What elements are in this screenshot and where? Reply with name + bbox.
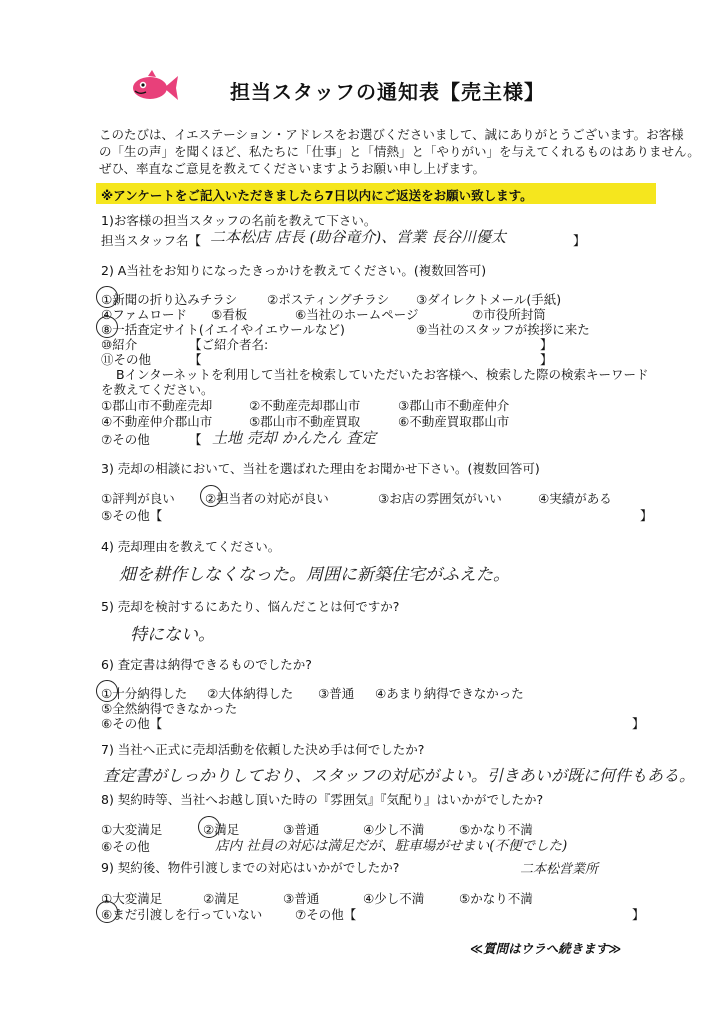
q6-question: 6) 査定書は納得できるものでしたか? [101, 657, 312, 672]
intro-line: ぜひ、率直なご意見を教えてくださいますようお願い申し上げます。 [99, 161, 486, 176]
q1-label: 担当スタッフ名【 [101, 233, 202, 248]
q2b-bracket: 【 [189, 432, 202, 447]
q2-bracket: 【 [189, 352, 202, 367]
q9-option[interactable]: ⑥まだ引渡しを行っていない [101, 907, 263, 922]
q4-answer[interactable]: 畑を耕作しなくなった。周囲に新築住宅がふえた。 [119, 565, 510, 585]
page-title: 担当スタッフの通知表【売主様】 [230, 80, 545, 104]
q2-bracket: 】 [540, 337, 553, 352]
q2b-option[interactable]: ③郡山市不動産仲介 [398, 398, 510, 413]
q9-option[interactable]: ⑤かなり不満 [459, 891, 533, 906]
q9-other-option[interactable]: ⑦その他【 [295, 907, 357, 922]
answer-circle [198, 816, 220, 838]
q9-option[interactable]: ①大変満足 [101, 891, 163, 906]
q2b-question: Bインターネットを利用して当社を検索していただいたお客様へ、検索した際の検索キーワード [116, 367, 649, 382]
q2-intro-option[interactable]: ⑩紹介 [101, 337, 138, 352]
q3-bracket: 】 [640, 508, 653, 523]
q2b-other-answer[interactable]: 土地 売却 かんたん 査定 [212, 429, 377, 447]
q2b-option[interactable]: ⑥不動産買取郡山市 [398, 414, 510, 429]
answer-circle [200, 485, 222, 507]
q9-option[interactable]: ③普通 [283, 891, 320, 906]
q3-option[interactable]: ②担当者の対応が良い [205, 491, 329, 506]
q7-answer[interactable]: 査定書がしっかりしており、スタッフの対応がよい。引きあいが既に何件もある。 [103, 766, 696, 785]
q8-question: 8) 契約時等、当社へお越し頂いた時の『雰囲気』『気配り』はいかがでしたか? [101, 792, 544, 807]
q8-option[interactable]: ③普通 [283, 822, 320, 837]
answer-circle [96, 286, 118, 308]
q6-option[interactable]: ②大体納得した [207, 686, 294, 701]
q2-question: 2) A当社をお知りになったきっかけを教えてください。(複数回答可) [101, 263, 487, 278]
q5-question: 5) 売却を検討するにあたり、悩んだことは何ですか? [101, 599, 400, 614]
q9-option[interactable]: ②満足 [203, 891, 240, 906]
q2-option[interactable]: ⑧一括査定サイト(イエイやイエウールなど) [101, 322, 345, 337]
q2-option[interactable]: ⑥当社のホームページ [295, 307, 419, 322]
q2-option[interactable]: ⑤看板 [211, 307, 248, 322]
notice-text: ※アンケートをご記入いただきましたら7日以内にご返送をお願い致します。 [101, 188, 533, 203]
q2-bracket: 】 [540, 352, 553, 367]
q8-option[interactable]: ②満足 [203, 822, 240, 837]
answer-circle [96, 901, 118, 923]
q2-option[interactable]: ①新聞の折り込みチラシ [101, 292, 238, 307]
q2-option[interactable]: ②ポスティングチラシ [267, 292, 390, 307]
answer-circle [96, 316, 118, 338]
q1-question: 1)お客様の担当スタッフの名前を教えて下さい。 [101, 213, 377, 228]
q6-option[interactable]: ⑤全然納得できなかった [101, 701, 238, 716]
q6-option[interactable]: ③普通 [318, 686, 355, 701]
q5-answer[interactable]: 特にない。 [130, 625, 215, 645]
q3-option[interactable]: ④実績がある [538, 491, 612, 506]
q3-question: 3) 売却の相談において、当社を選ばれた理由をお聞かせ下さい。(複数回答可) [101, 461, 540, 476]
intro-line: このたびは、イエステーション・アドレスをお選びくださいまして、誠にありがとうございます。お客様 [99, 127, 684, 142]
q8-answer[interactable]: 店内 社員の対応は満足だが、駐車場がせまい(不便でした) [215, 838, 568, 854]
q9-question: 9) 契約後、物件引渡しまでの対応はいかがでしたか? [101, 860, 400, 875]
q6-other-option[interactable]: ⑥その他【 [101, 716, 163, 731]
q6-option[interactable]: ④あまり納得できなかった [375, 686, 524, 701]
q4-question: 4) 売却理由を教えてください。 [101, 539, 281, 554]
q1-bracket: 】 [573, 233, 586, 248]
intro-line: の「生の声」を聞くほど、私たちに「仕事」と「情熱」と「やりがい」を与えてくれるものはありません。 [99, 144, 700, 159]
q8-store-note: 二本松営業所 [520, 862, 599, 877]
q7-question: 7) 当社へ正式に売却活動を依頼した決め手は何でしたか? [101, 742, 425, 757]
q6-option[interactable]: ①十分納得した [101, 686, 188, 701]
q2b-option[interactable]: ④不動産仲介郡山市 [101, 414, 213, 429]
q3-option[interactable]: ③お店の雰囲気がいい [378, 491, 502, 506]
q2-option[interactable]: ⑨当社のスタッフが挨拶に来た [416, 322, 590, 337]
q1-answer[interactable]: 二本松店 店長 (助谷竜介)、営業 長谷川優太 [210, 228, 507, 246]
mascot-fish-icon [128, 66, 180, 108]
q2-option[interactable]: ③ダイレクトメール(手紙) [416, 292, 562, 307]
q2b-option[interactable]: ①郡山市不動産売却 [101, 398, 213, 413]
footer-note: ≪質問はウラへ続きます≫ [470, 941, 622, 956]
q2b-option[interactable]: ②不動産売却郡山市 [249, 398, 361, 413]
q2b-other-option[interactable]: ⑦その他 [101, 432, 150, 447]
q3-option[interactable]: ①評判が良い [101, 491, 175, 506]
q8-option[interactable]: ④少し不満 [363, 822, 425, 837]
q8-other-option[interactable]: ⑥その他 [101, 839, 150, 854]
answer-circle [96, 680, 118, 702]
q2-option[interactable]: ④ファムロード [101, 307, 187, 322]
q9-bracket: 】 [632, 907, 645, 922]
q3-other-option[interactable]: ⑤その他【 [101, 508, 163, 523]
q6-bracket: 】 [632, 716, 645, 731]
q8-option[interactable]: ①大変満足 [101, 822, 163, 837]
q2-intro-field[interactable]: 【ご紹介者名: [189, 337, 269, 352]
q2-other-option[interactable]: ⑪その他 [101, 352, 152, 367]
q9-option[interactable]: ④少し不満 [363, 891, 425, 906]
intro-text [99, 126, 700, 177]
q2b-option[interactable]: ⑤郡山市不動産買取 [249, 414, 361, 429]
q2-option[interactable]: ⑦市役所封筒 [472, 307, 546, 322]
q8-option[interactable]: ⑤かなり不満 [459, 822, 533, 837]
q2b-question: を教えてください。 [101, 382, 214, 397]
